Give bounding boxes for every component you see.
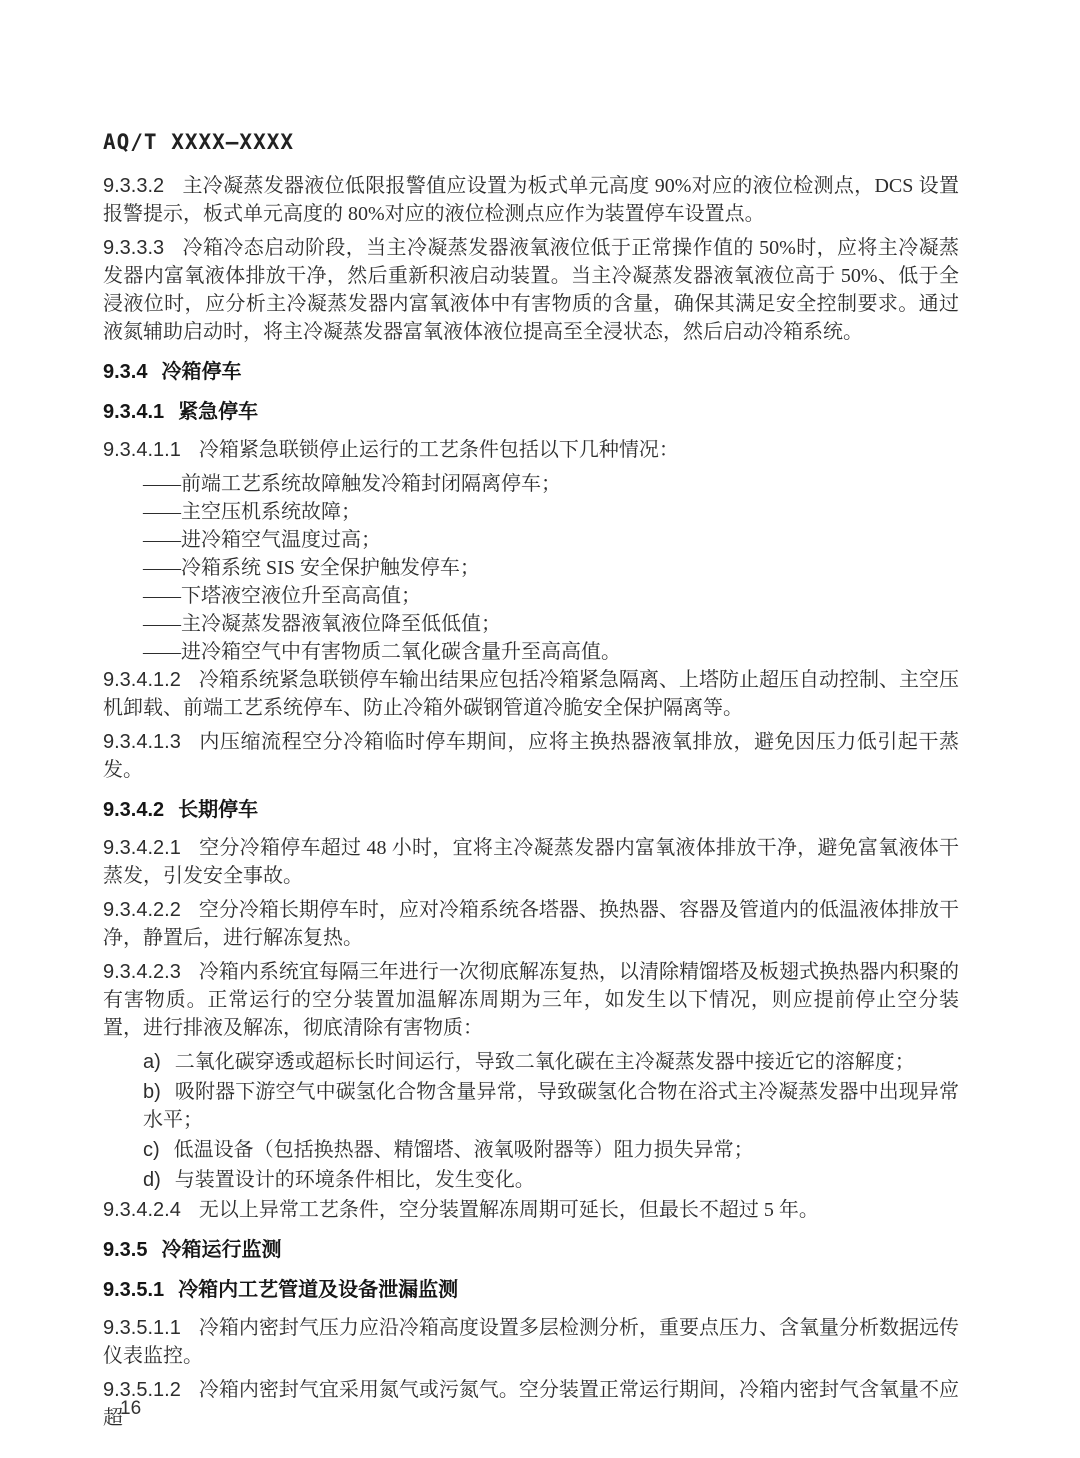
paragraph: 9.3.5.1.1 冷箱内密封气压力应沿冷箱高度设置多层检测分析，重要点压力、含氧量分析数据远传仪表监控。 [103, 1317, 959, 1367]
section-number: c) [143, 1139, 160, 1161]
paragraph: 9.3.4.1.3 内压缩流程空分冷箱临时停车期间，应将主换热器液氧排放，避免因压力低引起干蒸发。 [103, 731, 959, 781]
paragraph: 9.3.4.1.1 冷箱紧急联锁停止运行的工艺条件包括以下几种情况： [103, 439, 679, 461]
lettered-list-item: a) 二氧化碳穿透或超标长时间运行，导致二氧化碳在主冷凝蒸发器中接近它的溶解度； [143, 1051, 915, 1073]
dash-marker: —— [143, 557, 179, 579]
paragraph: 9.3.3.2 主冷凝蒸发器液位低限报警值应设置为板式单元高度 90%对应的液位检测点，DCS 设置报警提示，板式单元高度的 80%对应的液位检测点应作为装置停车设置点。 [103, 175, 959, 225]
section-number: 9.3.4.1.1 [103, 439, 181, 461]
section-number: 9.3.4.2.4 [103, 1199, 181, 1221]
dash-list-item: —— 主空压机系统故障； [143, 501, 361, 523]
section-heading: 9.3.4.1 紧急停车 [103, 401, 259, 423]
section-heading: 9.3.4 冷箱停车 [103, 361, 242, 383]
paragraph: 9.3.4.2.3 冷箱内系统宜每隔三年进行一次彻底解冻复热，以清除精馏塔及板翅式换热器内积聚的有害物质。正常运行的空分装置加温解冻周期为三年，如发生以下情况，则应提前停止空分装置，进行排液及解冻，彻底清除有害物质： [103, 961, 959, 1039]
section-number: 9.3.5.1.2 [103, 1379, 181, 1401]
dash-list-item: —— 进冷箱空气中有害物质二氧化碳含量升至高高值。 [143, 641, 621, 663]
dash-marker: —— [143, 585, 179, 607]
lettered-list-item: c) 低温设备（包括换热器、精馏塔、液氧吸附器等）阻力损失异常； [143, 1139, 754, 1161]
paragraph: 9.3.4.2.2 空分冷箱长期停车时，应对冷箱系统各塔器、换热器、容器及管道内的低温液体排放干净，静置后，进行解冻复热。 [103, 899, 959, 949]
dash-marker: —— [143, 613, 179, 635]
paragraph: 9.3.5.1.2 冷箱内密封气宜采用氮气或污氮气。空分装置正常运行期间，冷箱内密封气含氧量不应超 [103, 1379, 959, 1429]
section-number: 9.3.4.2 [103, 799, 165, 821]
document-header: AQ/T XXXX—XXXX [103, 130, 295, 154]
dash-marker: —— [143, 473, 179, 495]
paragraph: 9.3.4.1.2 冷箱系统紧急联锁停车输出结果应包括冷箱紧急隔离、上塔防止超压自动控制、主空压机卸载、前端工艺系统停车、防止冷箱外碳钢管道冷脆安全保护隔离等。 [103, 669, 959, 719]
section-number: b) [143, 1081, 161, 1103]
paragraph: 9.3.4.2.1 空分冷箱停车超过 48 小时，宜将主冷凝蒸发器内富氧液体排放干净，避免富氧液体干蒸发，引发安全事故。 [103, 837, 959, 887]
section-number: 9.3.3.3 [103, 237, 165, 259]
section-number: 9.3.3.2 [103, 175, 165, 197]
document-body [103, 172, 959, 1438]
section-number: 9.3.5.1 [103, 1279, 165, 1301]
section-number: 9.3.4.1.2 [103, 669, 181, 691]
section-number: d) [143, 1169, 161, 1191]
dash-marker: —— [143, 641, 179, 663]
section-number: 9.3.4.1.3 [103, 731, 181, 753]
section-number: 9.3.4.1 [103, 401, 165, 423]
section-heading: 9.3.4.2 长期停车 [103, 799, 259, 821]
section-number: 9.3.4.2.2 [103, 899, 181, 921]
dash-list-item: —— 主冷凝蒸发器液氧液位降至低低值； [143, 613, 501, 635]
dash-list-item: —— 前端工艺系统故障触发冷箱封闭隔离停车； [143, 473, 561, 495]
section-number: 9.3.5 [103, 1239, 148, 1261]
section-number: 9.3.4.2.3 [103, 961, 181, 983]
dash-list-item: —— 下塔液空液位升至高高值； [143, 585, 421, 607]
section-number: 9.3.5.1.1 [103, 1317, 181, 1339]
dash-list-item: —— 进冷箱空气温度过高； [143, 529, 381, 551]
paragraph: 9.3.3.3 冷箱冷态启动阶段，当主冷凝蒸发器液氧液位低于正常操作值的 50%时，应将主冷凝蒸发器内富氧液体排放干净，然后重新积液启动装置。当主冷凝蒸发器液氧液位高于 50%、低于全浸液位时，应分析主冷凝蒸发器内富氧液体中有害物质的含量，确保其满足安全控制要求。通过液氮辅助启动时，将主冷凝蒸发器富氧液体液位提高至全浸状态，然后启动冷箱系统。 [103, 237, 959, 343]
section-heading: 9.3.5.1 冷箱内工艺管道及设备泄漏监测 [103, 1279, 459, 1301]
section-number: a) [143, 1051, 161, 1073]
section-number: 9.3.4.2.1 [103, 837, 181, 859]
lettered-list-item: b) 吸附器下游空气中碳氢化合物含量异常，导致碳氢化合物在浴式主冷凝蒸发器中出现异常水平； [143, 1081, 959, 1131]
dash-marker: —— [143, 529, 179, 551]
lettered-list-item: d) 与装置设计的环境条件相比，发生变化。 [143, 1169, 535, 1191]
section-heading: 9.3.5 冷箱运行监测 [103, 1239, 282, 1261]
page-number: 16 [120, 1398, 142, 1419]
dash-list-item: —— 冷箱系统 SIS 安全保护触发停车； [143, 557, 480, 579]
paragraph: 9.3.4.2.4 无以上异常工艺条件，空分装置解冻周期可延长，但最长不超过 5 年。 [103, 1199, 819, 1221]
section-number: 9.3.4 [103, 361, 148, 383]
dash-marker: —— [143, 501, 179, 523]
